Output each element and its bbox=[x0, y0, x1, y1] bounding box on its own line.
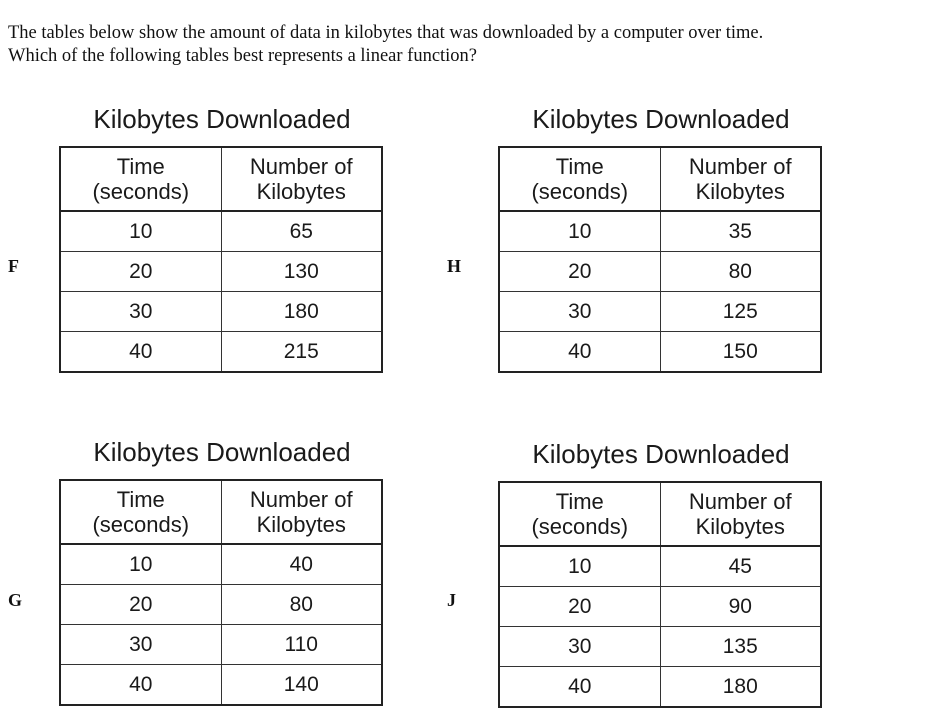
time-cell: 10 bbox=[499, 546, 660, 587]
table-header-row bbox=[499, 147, 821, 211]
kilobytes-cell: 35 bbox=[660, 211, 821, 252]
question-text bbox=[8, 22, 918, 68]
table-header-row bbox=[60, 480, 382, 544]
question-line-1: The tables below show the amount of data in kilobytes that was downloaded by a computer over time. bbox=[8, 23, 764, 43]
time-cell: 20 bbox=[499, 587, 660, 627]
kilobytes-header: Number of Kilobytes bbox=[660, 482, 821, 546]
time-cell: 40 bbox=[499, 667, 660, 708]
time-cell: 20 bbox=[499, 252, 660, 292]
table-row bbox=[499, 211, 821, 252]
option-g-table bbox=[59, 479, 383, 706]
time-cell: 10 bbox=[60, 544, 221, 585]
kilobytes-cell: 80 bbox=[221, 585, 382, 625]
time-cell: 30 bbox=[499, 292, 660, 332]
table-row bbox=[499, 667, 821, 708]
kilobytes-cell: 65 bbox=[221, 211, 382, 252]
option-j-label[interactable]: J bbox=[447, 590, 456, 610]
option-f-title: Kilobytes Downloaded bbox=[93, 104, 351, 134]
kilobytes-cell: 40 bbox=[221, 544, 382, 585]
time-cell: 10 bbox=[60, 211, 221, 252]
table-row bbox=[60, 625, 382, 665]
kilobytes-cell: 150 bbox=[660, 332, 821, 373]
question-line-2: Which of the following tables best represents a linear function? bbox=[8, 46, 478, 66]
time-header: Time (seconds) bbox=[499, 482, 660, 546]
kilobytes-cell: 110 bbox=[221, 625, 382, 665]
table-row bbox=[60, 292, 382, 332]
time-cell: 20 bbox=[60, 585, 221, 625]
table-header-row bbox=[499, 482, 821, 546]
table-row bbox=[499, 546, 821, 587]
table-row bbox=[499, 292, 821, 332]
table-row bbox=[60, 665, 382, 706]
table-row bbox=[499, 252, 821, 292]
table-row bbox=[60, 544, 382, 585]
kilobytes-cell: 130 bbox=[221, 252, 382, 292]
option-f-table bbox=[59, 146, 383, 373]
time-cell: 30 bbox=[60, 292, 221, 332]
kilobytes-cell: 135 bbox=[660, 627, 821, 667]
kilobytes-cell: 215 bbox=[221, 332, 382, 373]
option-h-title: Kilobytes Downloaded bbox=[532, 104, 790, 134]
kilobytes-cell: 125 bbox=[660, 292, 821, 332]
time-cell: 30 bbox=[60, 625, 221, 665]
kilobytes-cell: 90 bbox=[660, 587, 821, 627]
time-cell: 40 bbox=[60, 665, 221, 706]
kilobytes-cell: 80 bbox=[660, 252, 821, 292]
kilobytes-header: Number of Kilobytes bbox=[660, 147, 821, 211]
time-cell: 10 bbox=[499, 211, 660, 252]
time-header: Time (seconds) bbox=[60, 147, 221, 211]
table-row bbox=[499, 627, 821, 667]
time-cell: 30 bbox=[499, 627, 660, 667]
option-j-title: Kilobytes Downloaded bbox=[532, 439, 790, 469]
kilobytes-cell: 45 bbox=[660, 546, 821, 587]
table-row bbox=[499, 587, 821, 627]
option-f-label[interactable]: F bbox=[8, 256, 19, 276]
kilobytes-cell: 180 bbox=[221, 292, 382, 332]
table-row bbox=[60, 585, 382, 625]
option-g-title: Kilobytes Downloaded bbox=[93, 437, 351, 467]
time-header: Time (seconds) bbox=[499, 147, 660, 211]
time-cell: 20 bbox=[60, 252, 221, 292]
kilobytes-cell: 140 bbox=[221, 665, 382, 706]
kilobytes-cell: 180 bbox=[660, 667, 821, 708]
option-h-table bbox=[498, 146, 822, 373]
option-g-label[interactable]: G bbox=[8, 590, 23, 610]
table-row bbox=[60, 252, 382, 292]
time-cell: 40 bbox=[499, 332, 660, 373]
time-header: Time (seconds) bbox=[60, 480, 221, 544]
time-cell: 40 bbox=[60, 332, 221, 373]
kilobytes-header: Number of Kilobytes bbox=[221, 480, 382, 544]
option-h-label[interactable]: H bbox=[447, 256, 462, 276]
option-j-table bbox=[498, 481, 822, 708]
kilobytes-header: Number of Kilobytes bbox=[221, 147, 382, 211]
table-row bbox=[60, 332, 382, 373]
table-row bbox=[60, 211, 382, 252]
table-header-row bbox=[60, 147, 382, 211]
table-row bbox=[499, 332, 821, 373]
